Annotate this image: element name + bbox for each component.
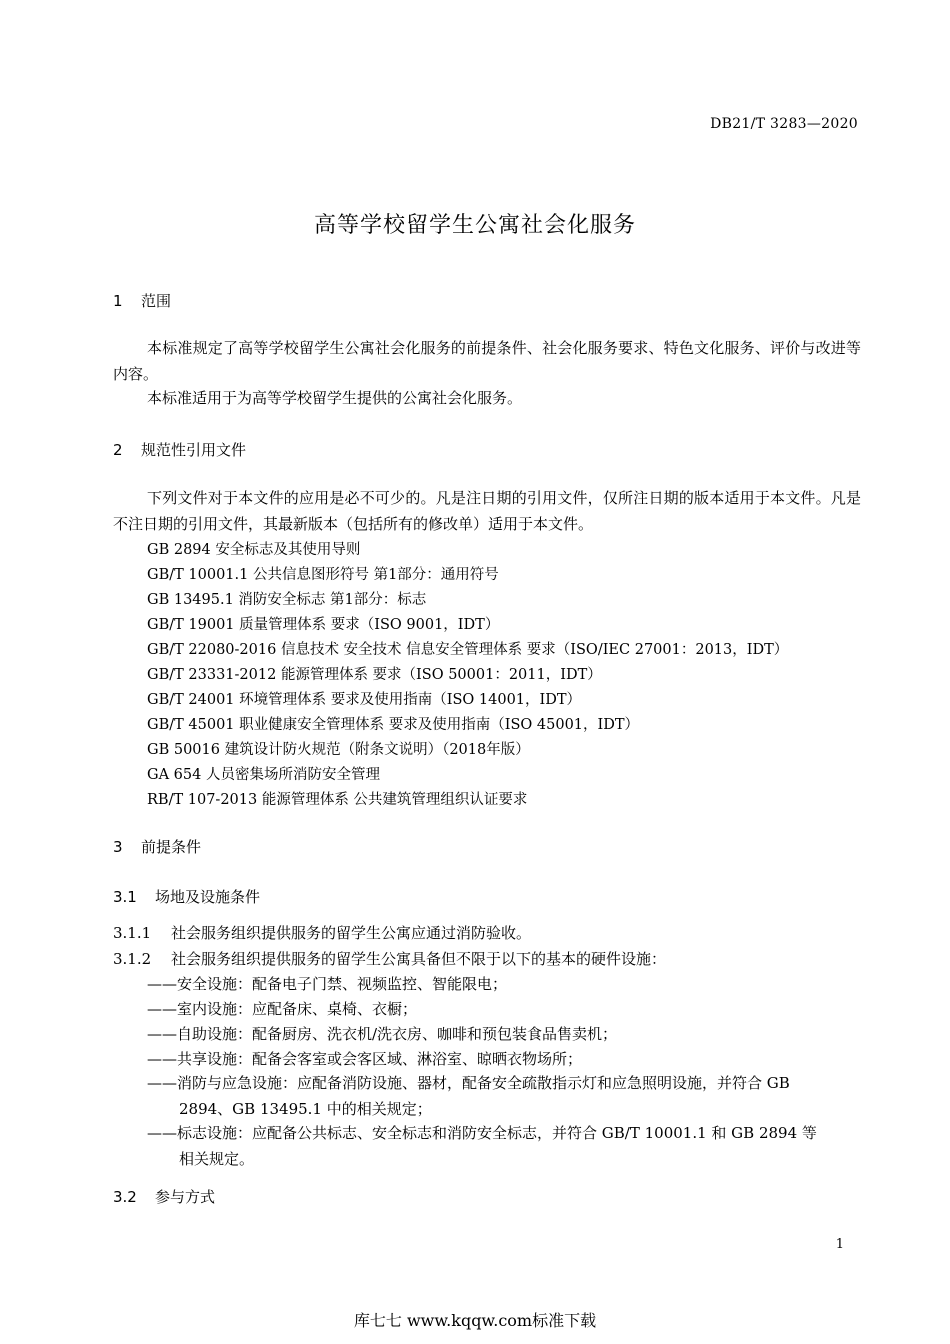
section-number: 2	[113, 441, 123, 459]
section-1-heading	[113, 290, 171, 311]
facility-list-item: ——室内设施：应配备床、桌椅、衣橱；	[147, 1000, 418, 1018]
item-line-continued: 2894、GB 13495.1 中的相关规定；	[179, 1100, 432, 1118]
section-number: 1	[113, 292, 123, 310]
subsection-3-1-heading	[113, 886, 260, 907]
subsection-number: 3.2	[113, 1188, 137, 1206]
clause-text: 社会服务组织提供服务的留学生公寓具备但不限于以下的基本的硬件设施：	[171, 950, 667, 968]
reference-item: GA 654 人员密集场所消防安全管理	[147, 767, 380, 783]
facility-list-item: ——共享设施：配备会客室或会客区域、淋浴室、晾晒衣物场所；	[147, 1050, 583, 1068]
reference-item: GB 50016 建筑设计防火规范（附条文说明）（2018年版）	[147, 742, 530, 758]
section-title: 前提条件	[141, 838, 202, 856]
document-code: DB21/T 3283—2020	[710, 116, 858, 132]
reference-item: GB/T 19001 质量管理体系 要求（ISO 9001，IDT）	[147, 617, 500, 633]
item-line: ——标志设施：应配备公共标志、安全标志和消防安全标志，并符合 GB/T 10001.1 和 GB 2894 等	[147, 1124, 817, 1142]
subsection-title: 参与方式	[155, 1188, 216, 1206]
facility-list-item-signage	[147, 1120, 861, 1172]
clause-number: 3.1.1	[113, 924, 152, 942]
reference-item: GB/T 23331-2012 能源管理体系 要求（ISO 50001：2011，IDT）	[147, 667, 602, 683]
scope-paragraph-2: 本标准适用于为高等学校留学生提供的公寓社会化服务。	[147, 389, 523, 407]
section-title: 范围	[141, 292, 172, 310]
section-title: 规范性引用文件	[141, 441, 247, 459]
clause-3-1-2	[113, 948, 666, 969]
subsection-3-2-heading	[113, 1186, 215, 1207]
clause-text: 社会服务组织提供服务的留学生公寓应通过消防验收。	[171, 924, 532, 942]
scope-paragraph-1: 本标准规定了高等学校留学生公寓社会化服务的前提条件、社会化服务要求、特色文化服务、评价与改进等内容。	[113, 339, 861, 383]
references-intro-paragraph: 下列文件对于本文件的应用是必不可少的。凡是注日期的引用文件，仅所注日期的版本适用于本文件。凡是不注日期的引用文件，其最新版本（包括所有的修改单）适用于本文件。	[113, 489, 861, 533]
item-line-continued: 相关规定。	[179, 1150, 255, 1168]
reference-item: GB 13495.1 消防安全标志 第1部分：标志	[147, 592, 427, 608]
reference-item: GB 2894 安全标志及其使用导则	[147, 542, 361, 558]
facility-list-item: ——自助设施：配备厨房、洗衣机/洗衣房、咖啡和预包装食品售卖机；	[147, 1025, 618, 1043]
clause-3-1-1	[113, 922, 531, 943]
document-title: 高等学校留学生公寓社会化服务	[313, 213, 636, 238]
item-line: ——消防与应急设施：应配备消防设施、器材，配备安全疏散指示灯和应急照明设施，并符合 GB	[147, 1074, 790, 1092]
facility-list-item: ——安全设施：配备电子门禁、视频监控、智能限电；	[147, 975, 508, 993]
reference-item: RB/T 107-2013 能源管理体系 公共建筑管理组织认证要求	[147, 792, 528, 808]
reference-item: GB/T 10001.1 公共信息图形符号 第1部分：通用符号	[147, 567, 499, 583]
subsection-title: 场地及设施条件	[155, 888, 261, 906]
section-2-heading	[113, 439, 246, 460]
reference-item: GB/T 45001 职业健康安全管理体系 要求及使用指南（ISO 45001，IDT）	[147, 717, 640, 733]
footer-watermark[interactable]: 库七七 www.kqqw.com标准下载	[353, 1311, 597, 1330]
reference-item: GB/T 24001 环境管理体系 要求及使用指南（ISO 14001，IDT）	[147, 692, 582, 708]
section-3-heading	[113, 836, 201, 857]
clause-number: 3.1.2	[113, 950, 152, 968]
section-number: 3	[113, 838, 123, 856]
facility-list-item-fire	[147, 1070, 861, 1122]
subsection-number: 3.1	[113, 888, 137, 906]
reference-item: GB/T 22080-2016 信息技术 安全技术 信息安全管理体系 要求（ISO/IEC 27001：2013，IDT）	[147, 642, 789, 658]
page-number: 1	[835, 1237, 844, 1252]
